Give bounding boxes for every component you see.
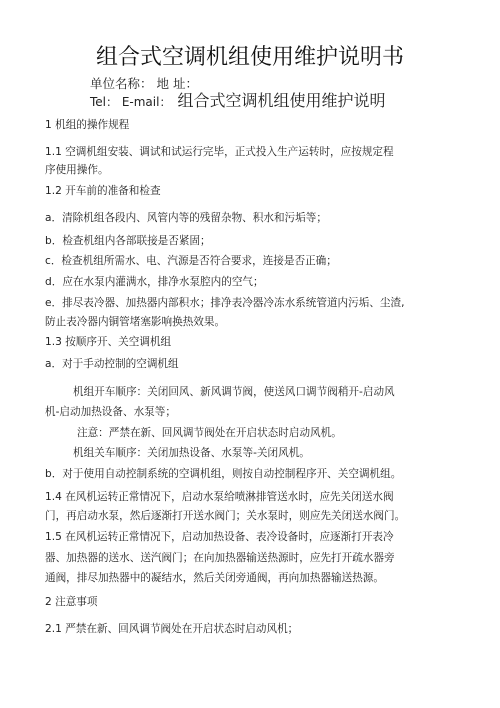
body-line-10: 防止表冷器内铜管堵塞影响换热效果。 [45,316,226,328]
body-line-12: a．对于手动控制的空调机组 [45,358,179,370]
unit-address-line: 单位名称： 地 址： [90,76,198,91]
body-line-7: c．检查机组所需水、电、汽源是否符合要求，连接是否正确； [45,255,337,267]
body-line-18: 1.4 在风机运转正常情况下，启动水泵给喷淋排管送水时，应先关闭送水阀 [45,491,394,503]
body-line-11: 1.3 按顺序开、关空调机组 [45,336,172,348]
body-line-24: 2.1 严禁在新、回风调节阀处在开启状态时启动风机； [45,623,299,635]
tel-email-label: Tel： E-mail： [90,95,172,109]
body-line-17: b．对于使用自动控制系统的空调机组，则按自动控制程序开、关空调机组。 [45,468,402,480]
body-line-9: e．排尽表冷器、加热器内部积水；排净表冷器冷冻水系统管道内污垢、尘渣, [45,297,405,309]
body-line-13: 机组开车顺序：关闭回风、新风调节阀，使送风口调节阀稍开-启动风 [73,386,395,398]
body-line-20: 1.5 在风机运转正常情况下，启动加热设备、表冷设备时，应逐渐打开表冷 [45,531,394,543]
body-line-6: b．检查机组内各部联接是否紧固； [45,235,211,247]
body-line-15: 注意：严禁在新、回风调节阀处在开启状态时启动风机。 [77,427,342,439]
body-line-22: 通阀，排尽加热器中的凝结水，然后关闭旁通阀，再向加热器输送热源。 [45,572,384,584]
body-line-5: a．清除机组各段内、风管内等的残留杂物、积水和污垢等； [45,212,327,224]
body-line-1: 1 机组的操作规程 [45,119,130,131]
body-line-14: 机-启动加热设备、水泵等； [45,406,176,418]
contact-line [90,91,385,112]
body-line-21: 器、加热器的送水、送汽阀门；在向加热器输送热源时，应先打开疏水器旁 [45,552,395,564]
body-line-8: d．应在水泵内灌满水，排净水泵腔内的空气； [45,276,264,288]
body-line-23: 2 注意事项 [45,596,98,608]
body-line-3: 序使用操作。 [45,164,109,176]
body-line-19: 门，再启动水泵，然后逐渐打开送水阀门；关水泵时，则应先关闭送水阀门。 [45,510,406,522]
document-subtitle: 组合式空调机组使用维护说明 [177,91,386,110]
body-line-16: 机组关车顺序：关闭加热设备、水泵等-关闭风机。 [73,447,310,459]
body-line-2: 1.1 空调机组安装、调试和试运行完毕，正式投入生产运转时，应按规定程 [45,146,394,158]
body-line-4: 1.2 开车前的准备和检查 [45,185,161,197]
document-title: 组合式空调机组使用维护说明书 [96,45,405,70]
